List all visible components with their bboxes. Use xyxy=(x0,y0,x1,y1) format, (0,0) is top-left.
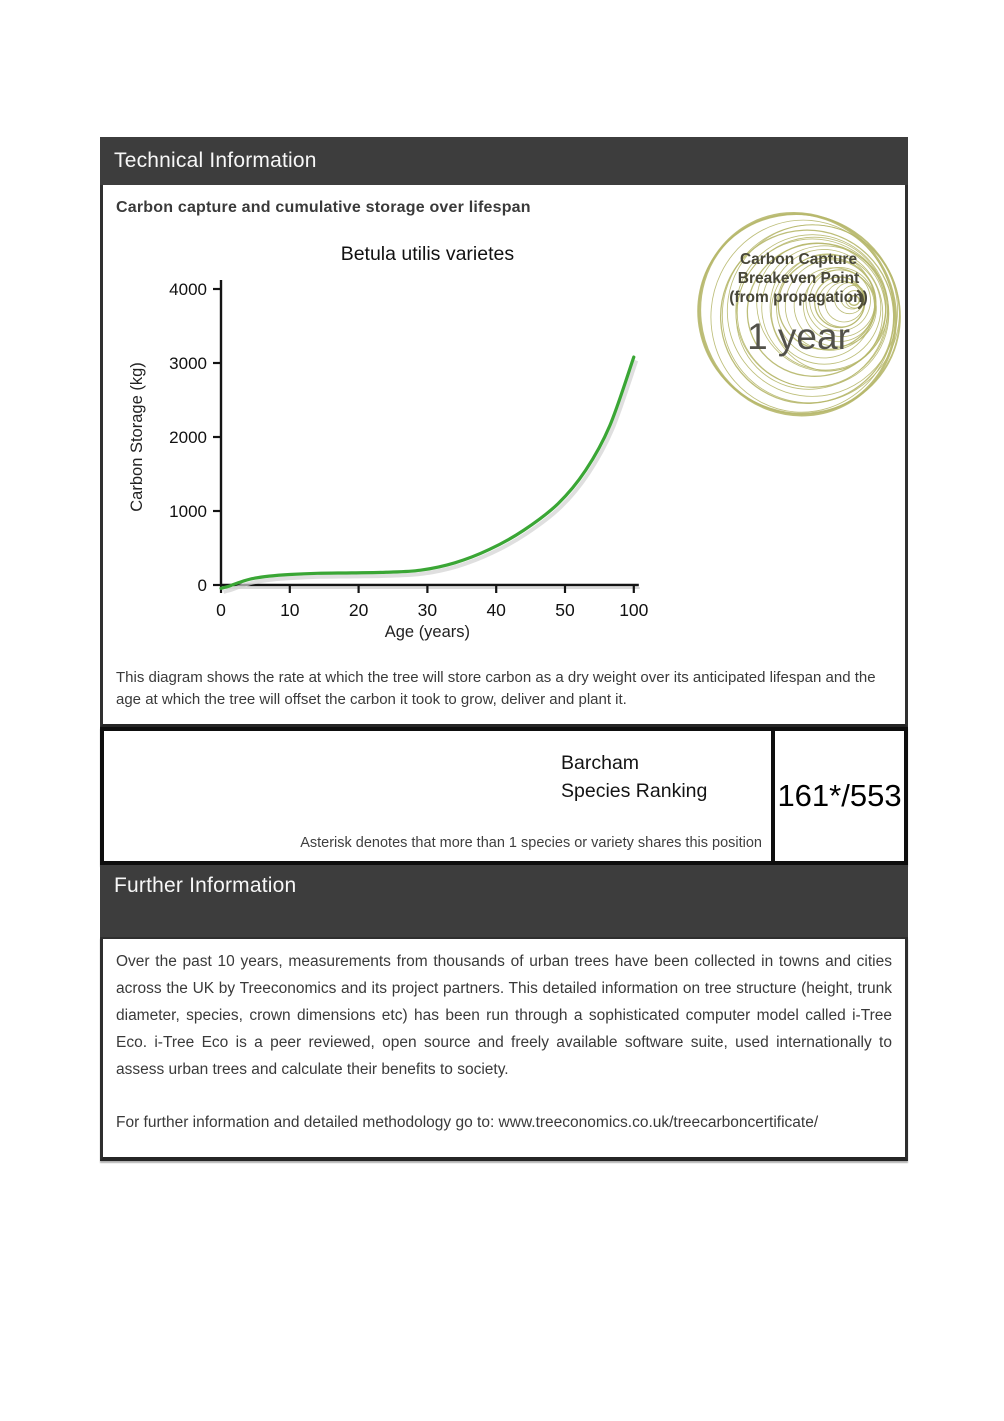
section-title: Carbon capture and cumulative storage over lifespan xyxy=(116,199,531,216)
chart-description: This diagram shows the rate at which the tree will store carbon as a dry weight over its anticipated lifespan and the age at which the tree will offset the carbon it took to grow, deliver and plant it. xyxy=(116,669,876,708)
breakeven-badge xyxy=(686,198,911,423)
further-information-title: Further Information xyxy=(114,874,297,897)
further-information-header xyxy=(100,865,908,937)
ranking-footnote: Asterisk denotes that more than 1 species or variety shares this position xyxy=(300,835,762,851)
technical-information-section xyxy=(100,185,908,727)
svg-text:40: 40 xyxy=(486,600,506,620)
further-information-section xyxy=(100,937,908,1161)
ranking-label xyxy=(561,749,707,805)
svg-text:3000: 3000 xyxy=(169,354,207,373)
svg-text:0: 0 xyxy=(197,576,207,595)
breakeven-value: 1 year xyxy=(747,316,850,357)
svg-text:100: 100 xyxy=(619,600,649,620)
badge-line-1: Carbon Capture xyxy=(739,251,858,268)
svg-text:1000: 1000 xyxy=(169,502,207,521)
ranking-value: 161*/553 xyxy=(777,778,902,813)
svg-text:2000: 2000 xyxy=(169,428,207,447)
svg-text:0: 0 xyxy=(216,600,226,620)
technical-information-title: Technical Information xyxy=(114,149,317,172)
badge-line-2: Breakeven Point xyxy=(737,270,860,287)
further-information-paragraph: Over the past 10 years, measurements from thousands of urban trees have been collected in towns and cities across the UK by Treeconomics and its project partners. This detailed information on tree structure (height, trunk diameter, species, crown dimensions etc) has been run through a sophisticated computer model called i-Tree Eco. i-Tree Eco is a peer reviewed, open source and freely available software suite, used internationally to assess urban trees and calculate their benefits to society. xyxy=(116,953,892,1078)
breakeven-badge-text xyxy=(686,198,911,358)
ranking-label-line2: Species Ranking xyxy=(561,780,708,802)
svg-text:20: 20 xyxy=(348,600,369,620)
svg-text:Age (years): Age (years) xyxy=(384,623,471,641)
svg-text:Carbon Storage (kg): Carbon Storage (kg) xyxy=(128,362,146,512)
methodology-link-line: For further information and detailed methodology go to: www.treeconomics.co.uk/treecarboncertificate/ xyxy=(116,1114,819,1131)
svg-text:10: 10 xyxy=(280,600,300,620)
svg-text:4000: 4000 xyxy=(169,280,207,299)
technical-information-header xyxy=(100,137,908,185)
badge-line-3: (from propagation) xyxy=(729,289,868,306)
svg-text:50: 50 xyxy=(555,600,575,620)
ranking-label-cell xyxy=(104,731,775,861)
svg-text:30: 30 xyxy=(417,600,438,620)
species-ranking-section xyxy=(100,727,908,865)
ranking-value-cell xyxy=(775,731,904,861)
carbon-storage-chart xyxy=(118,228,678,658)
ranking-label-line1: Barcham xyxy=(561,752,640,774)
svg-text:Betula utilis varietes: Betula utilis varietes xyxy=(340,243,515,265)
